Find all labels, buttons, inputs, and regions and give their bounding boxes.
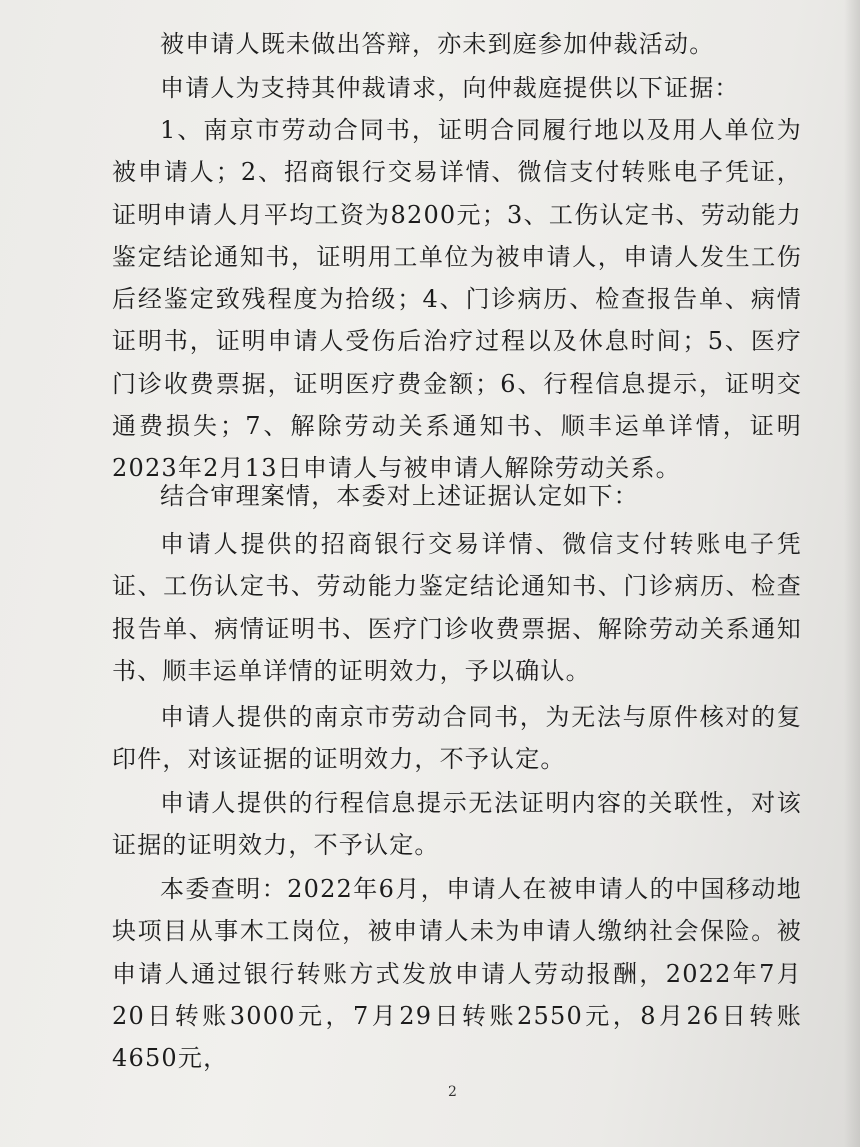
paragraph-facts-found: 本委查明：2022年6月，申请人在被申请人的中国移动地块项目从事木工岗位，被申请人未为申请人缴纳社会保险。被申请人通过银行转账方式发放申请人劳动报酬，2022年7月20日转账3000元，7月29日转账2550元，8月26日转账4650元， [112, 875, 802, 1073]
paper-edge-shadow [844, 0, 860, 1147]
paragraph-evidence-list: 1、南京市劳动合同书，证明合同履行地以及用人单位为被申请人；2、招商银行交易详情、微信支付转账电子凭证，证明申请人月平均工资为8200元；3、工伤认定书、劳动能力鉴定结论通知书，证明用工单位为被申请人，申请人发生工伤后经鉴定致残程度为拾级；4、门诊病历、检查报告单、病情证明书，证明申请人受伤后治疗过程以及休息时间；5、医疗门诊收费票据，证明医疗费金额；6、行程信息提示，证明交通费损失；7、解除劳动关系通知书、顺丰运单详情，证明2023年2月13日申请人与被申请人解除劳动关系。 [112, 116, 802, 483]
paragraph-contract-rejected: 申请人提供的南京市劳动合同书，为无法与原件核对的复印件，对该证据的证明效力，不予认定。 [112, 703, 802, 774]
paragraph-evidence-intro: 申请人为支持其仲裁请求，向仲裁庭提供以下证据： [160, 74, 740, 102]
paragraph-travel-rejected: 申请人提供的行程信息提示无法证明内容的关联性，对该证据的证明效力，不予认定。 [112, 789, 802, 860]
paragraph-finding-intro: 结合审理案情，本委对上述证据认定如下： [160, 482, 639, 510]
page-number: 2 [448, 1084, 457, 1100]
paragraph-evidence-confirmed: 申请人提供的招商银行交易详情、微信支付转账电子凭证、工伤认定书、劳动能力鉴定结论通知书、门诊病历、检查报告单、病情证明书、医疗门诊收费票据、解除劳动关系通知书、顺丰运单详情的证明效力，予以确认。 [112, 530, 802, 685]
paragraph-no-defense: 被申请人既未做出答辩，亦未到庭参加仲裁活动。 [160, 30, 715, 58]
